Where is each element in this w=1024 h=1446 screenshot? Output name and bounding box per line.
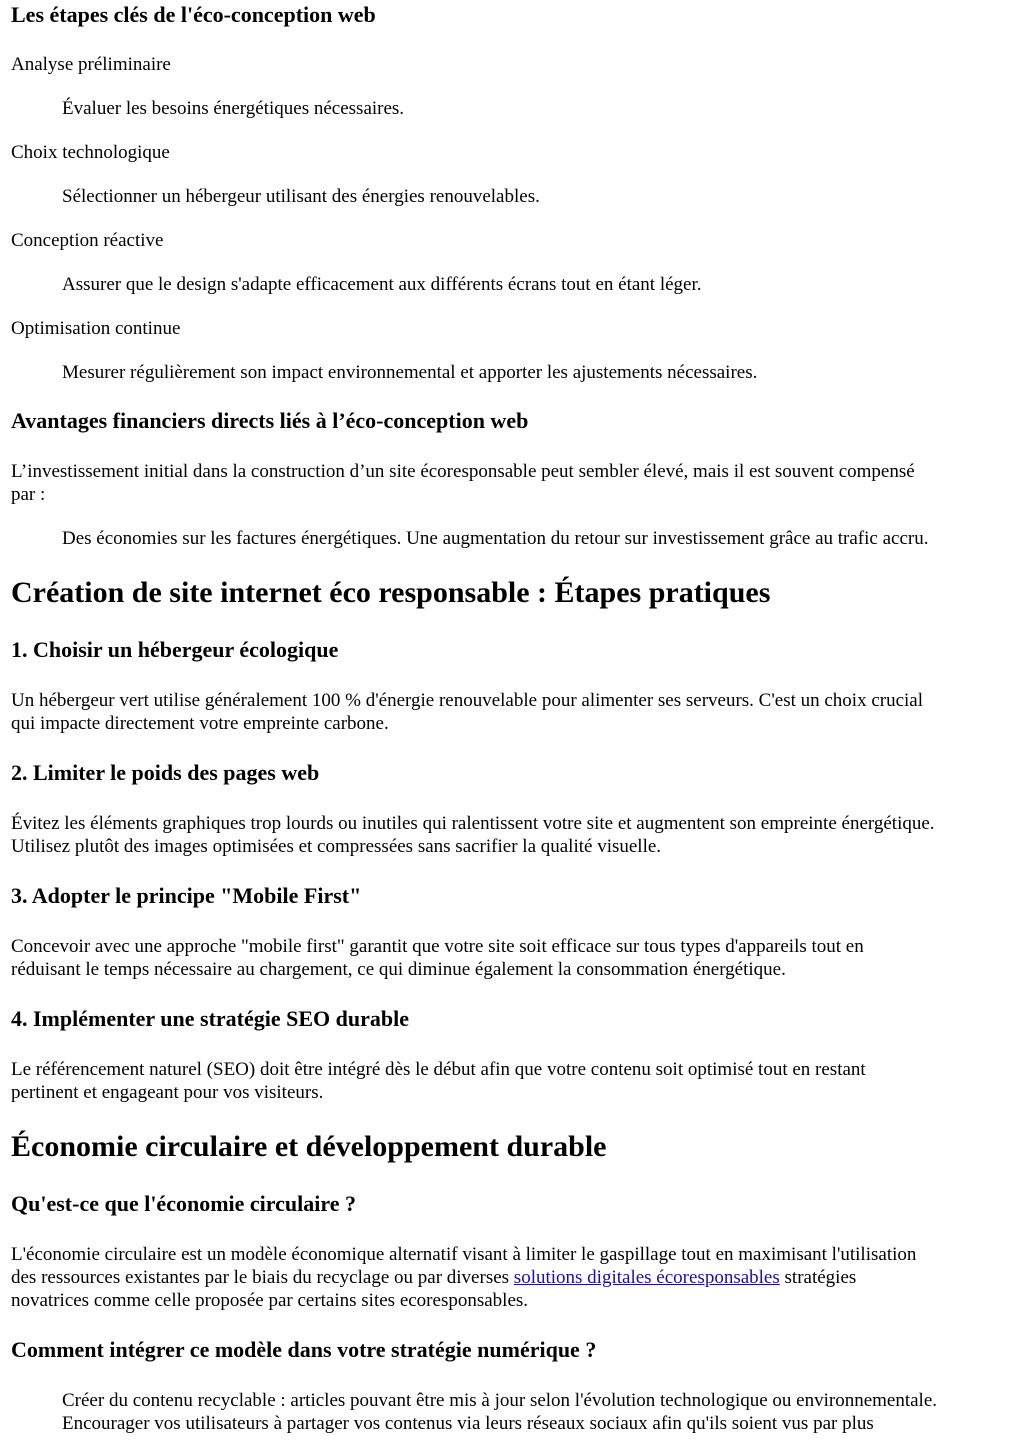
step-heading: 2. Limiter le poids des pages web — [11, 760, 320, 785]
paragraph — [11, 460, 1016, 506]
paragraph-line: Utilisez plutôt des images optimisées et compressées sans sacrifier la qualité visuelle. — [11, 836, 662, 857]
step-description: Mesurer régulièrement son impact environnemental et apporter les ajustements nécessaires. — [62, 362, 758, 383]
paragraph-line: Créer du contenu recyclable : articles pouvant être mis à jour selon l'évolution technologique ou environnementale. — [62, 1390, 938, 1411]
paragraph-line: Évitez les éléments graphiques trop lourds ou inutiles qui ralentissent votre site et augmentent son empreinte énergétique. — [11, 813, 935, 834]
step-description: Sélectionner un hébergeur utilisant des énergies renouvelables. — [62, 186, 540, 207]
paragraph-line: pertinent et engageant pour vos visiteurs. — [11, 1082, 324, 1103]
paragraph — [11, 1243, 1016, 1312]
paragraph-line: Un hébergeur vert utilise généralement 100 % d'énergie renouvelable pour alimenter ses serveurs. C'est un choix crucial — [11, 690, 924, 711]
text-before-link: des ressources existantes par le biais du recyclage ou par diverses — [11, 1267, 514, 1288]
paragraph — [11, 812, 1016, 858]
step-description: Évaluer les besoins énergétiques nécessaires. — [62, 98, 405, 119]
step-term: Optimisation continue — [11, 318, 181, 339]
paragraph-line: novatrices comme celle proposée par certains sites ecoresponsables. — [11, 1290, 529, 1311]
indented-paragraph: Des économies sur les factures énergétiques. Une augmentation du retour sur investissement grâce au trafic accru. — [62, 528, 929, 549]
paragraph-line: Encourager vos utilisateurs à partager vos contenus via leurs réseaux sociaux afin qu'ils soient vus par plus — [62, 1413, 874, 1434]
section-heading-financial-benefits: Avantages financiers directs liés à l’éco-conception web — [11, 408, 529, 433]
step-term: Choix technologique — [11, 142, 170, 163]
paragraph-line: par : — [11, 484, 46, 505]
step-heading: 3. Adopter le principe "Mobile First" — [11, 883, 362, 908]
paragraph — [11, 689, 1016, 735]
paragraph-line: réduisant le temps nécessaire au chargement, ce qui diminue également la consommation énergétique. — [11, 959, 786, 980]
paragraph-line: Concevoir avec une approche "mobile first" garantit que votre site soit efficace sur tous types d'appareils tout en — [11, 936, 864, 957]
paragraph-line: Le référencement naturel (SEO) doit être intégré dès le début afin que votre contenu soit optimisé tout en restant — [11, 1059, 866, 1080]
paragraph-line: L’investissement initial dans la construction d’un site écoresponsable peut sembler élevé, mais il est souvent compensé — [11, 461, 915, 482]
paragraph — [11, 935, 1016, 981]
paragraph-line: L'économie circulaire est un modèle économique alternatif visant à limiter le gaspillage tout en maximisant l'utilisation — [11, 1244, 917, 1265]
eco-solutions-link[interactable]: solutions digitales écoresponsables — [513, 1267, 780, 1288]
step-heading: 4. Implémenter une stratégie SEO durable — [11, 1006, 410, 1031]
paragraph-line-with-link — [11, 1266, 1016, 1289]
step-term: Analyse préliminaire — [11, 54, 171, 75]
paragraph — [11, 1058, 1016, 1104]
question-heading: Comment intégrer ce modèle dans votre stratégie numérique ? — [11, 1337, 597, 1362]
step-term: Conception réactive — [11, 230, 164, 251]
step-heading: 1. Choisir un hébergeur écologique — [11, 637, 339, 662]
step-description: Assurer que le design s'adapte efficacement aux différents écrans tout en étant léger. — [62, 274, 702, 295]
question-heading: Qu'est-ce que l'économie circulaire ? — [11, 1191, 356, 1216]
indented-paragraph — [62, 1389, 937, 1435]
text-after-link: stratégies — [779, 1267, 857, 1288]
section-heading-practical-steps: Création de site internet éco responsable : Étapes pratiques — [11, 576, 771, 609]
paragraph-line: qui impacte directement votre empreinte carbone. — [11, 713, 389, 734]
section-heading-eco-steps: Les étapes clés de l'éco-conception web — [11, 2, 376, 27]
section-heading-circular-economy: Économie circulaire et développement durable — [11, 1130, 607, 1163]
